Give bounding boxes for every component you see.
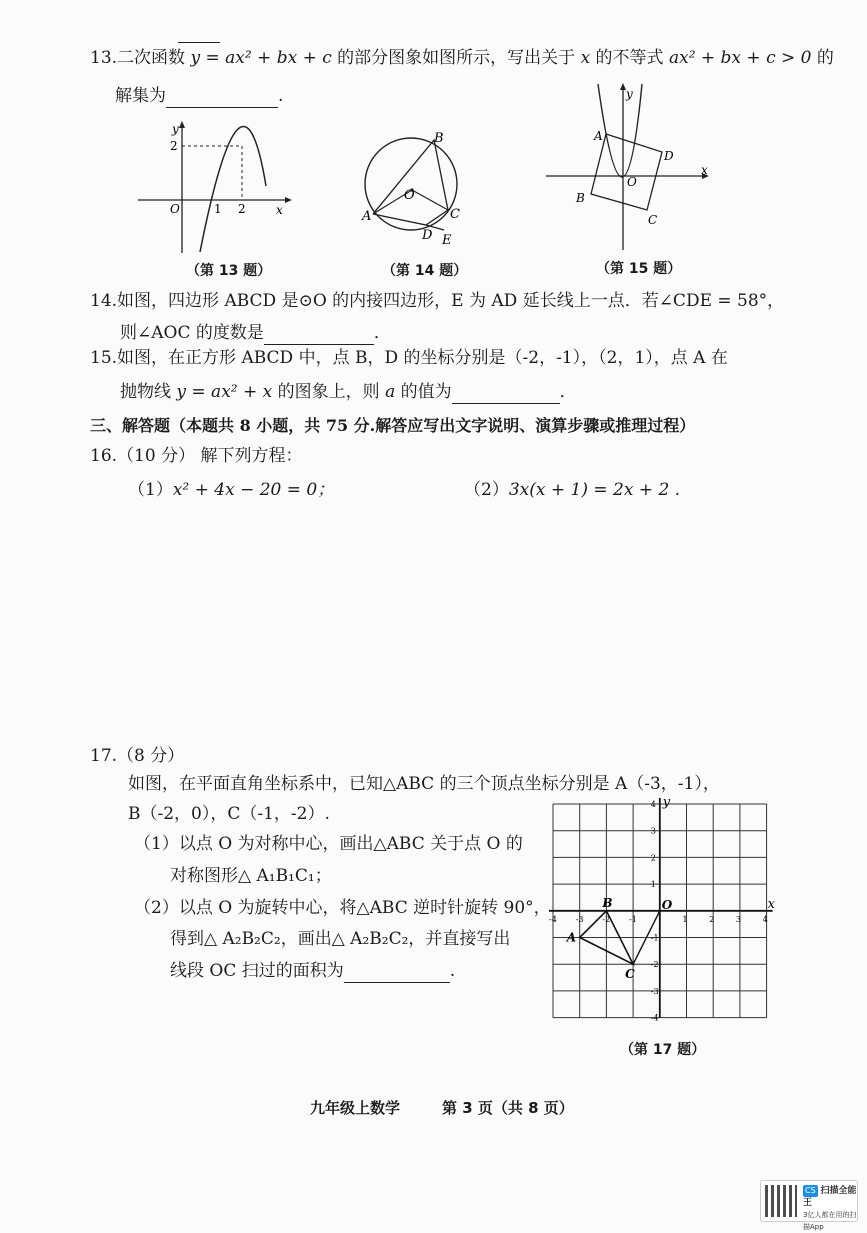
q15-line2: 抛物线 y = ax² + x 的图象上，则 a 的值为 ． (120, 382, 577, 402)
y-tick-label: 2 (650, 853, 656, 863)
y-tick-label: -1 (650, 933, 659, 943)
q14-label-b: B (434, 131, 444, 146)
q14-caption: （第 14 题） (382, 263, 468, 279)
q16-part2: （2）3x(x + 1) = 2x + 2 . (464, 480, 681, 500)
q15-answer-blank (452, 385, 560, 404)
q17-header: 17.（8 分） (90, 746, 185, 766)
q17-line1: 如图，在平面直角坐标系中，已知△ABC 的三个顶点坐标分别是 A（-3，-1）， (128, 774, 720, 794)
footer-page: 第 3 页（共 8 页） (442, 1099, 574, 1117)
q17-origin-label: O (661, 897, 673, 912)
q17-part2c: 线段 OC 扫过的面积为 . (170, 961, 456, 981)
y-tick-label: 3 (650, 826, 656, 836)
x-tick-label: -2 (602, 914, 611, 924)
q17-answer-blank (344, 964, 450, 983)
q14-label-c: C (450, 207, 460, 222)
q15-y-label: y (626, 87, 633, 101)
q13-figure (130, 118, 300, 258)
q14-label-a: A (362, 209, 372, 224)
q14-line2: 则∠AOC 的度数是 ． (120, 323, 391, 343)
q15-label-b: B (576, 191, 585, 205)
q13-line2: 解集为 . (115, 86, 284, 106)
scanner-badge-text: CS 扫描全能王 3亿人都在用的扫描App (803, 1186, 857, 1231)
y-tick-label: 1 (650, 880, 656, 890)
q13-line1: 13.二次函数 y = ax² + bx + c 的部分图象如图所示，写出关于 x 的不等式 ax² + bx + c > 0 的 (90, 48, 834, 68)
x-tick-label: 4 (762, 914, 768, 924)
x-tick-label: -3 (575, 914, 584, 924)
q15-x-label: x (701, 163, 708, 177)
q13-origin-label: O (170, 202, 180, 216)
overline-mark (178, 42, 220, 43)
q17-label-b: B (602, 895, 613, 910)
q13-tick-2: 2 (238, 202, 246, 216)
y-tick-label: -3 (650, 986, 659, 996)
q15-origin-label: O (627, 175, 637, 189)
q17-caption: （第 17 题） (620, 1042, 706, 1058)
y-tick-label: -2 (650, 960, 659, 970)
q14-figure (356, 126, 476, 250)
y-tick-label: 4 (650, 800, 656, 809)
q13-ytick-2: 2 (170, 139, 178, 153)
q14-label-d: D (422, 228, 433, 243)
footer-subject: 九年级上数学 (310, 1099, 401, 1117)
q15-line1: 15.如图，在正方形 ABCD 中，点 B，D 的坐标分别是（-2，-1），（2，1），点 A 在 (90, 348, 728, 368)
q13-tick-1: 1 (214, 202, 222, 216)
section3-heading: 三、解答题（本题共 8 小题，共 75 分.解答应写出文字说明、演算步骤或推理过程） (90, 416, 696, 435)
q17-part1b: 对称图形△ A₁B₁C₁； (170, 866, 332, 886)
x-tick-label: -1 (629, 914, 637, 924)
x-tick-label: 3 (735, 914, 741, 924)
q17-part1a: （1）以点 O 为对称中心，画出△ABC 关于点 O 的 (134, 834, 523, 854)
scanner-watermark (760, 1180, 858, 1231)
q17-y-label: y (662, 796, 671, 810)
q14-label-o: O (404, 188, 415, 203)
q17-label-c: C (625, 967, 635, 982)
q15-label-a: A (594, 129, 603, 143)
x-tick-label: 1 (682, 914, 688, 924)
q15-label-c: C (648, 213, 658, 227)
q16-header: 16.（10 分） 解下列方程： (90, 446, 303, 466)
q15-caption: （第 15 题） (596, 261, 682, 277)
x-tick-label: 2 (709, 914, 715, 924)
q17-line2: B（-2，0），C（-1，-2）. (128, 804, 330, 824)
q13-y-label: y (172, 122, 179, 136)
q13-answer-blank (166, 89, 278, 108)
q16-part1: （1）x² + 4x − 20 = 0； (128, 480, 335, 500)
q13-caption: （第 13 题） (186, 263, 272, 279)
q17-part2a: （2）以点 O 为旋转中心，将△ABC 逆时针旋转 90°， (134, 898, 551, 918)
q14-line1: 14.如图，四边形 ABCD 是⊙O 的内接四边形，E 为 AD 延长线上一点．若∠CDE = 58°， (90, 291, 785, 311)
y-tick-label: -4 (650, 1013, 659, 1023)
q14-answer-blank (264, 326, 374, 345)
q17-grid-figure (545, 796, 780, 1031)
qr-code-icon (765, 1185, 797, 1217)
q17-label-a: A (566, 930, 577, 945)
q15-figure (544, 82, 714, 252)
q14-label-e: E (442, 233, 452, 248)
q17-part2b: 得到△ A₂B₂C₂，画出△ A₂B₂C₂，并直接写出 (170, 929, 511, 949)
x-tick-label: -4 (549, 914, 557, 924)
q17-x-label: x (767, 896, 775, 912)
q15-label-d: D (664, 149, 674, 163)
q13-x-label: x (276, 203, 283, 217)
